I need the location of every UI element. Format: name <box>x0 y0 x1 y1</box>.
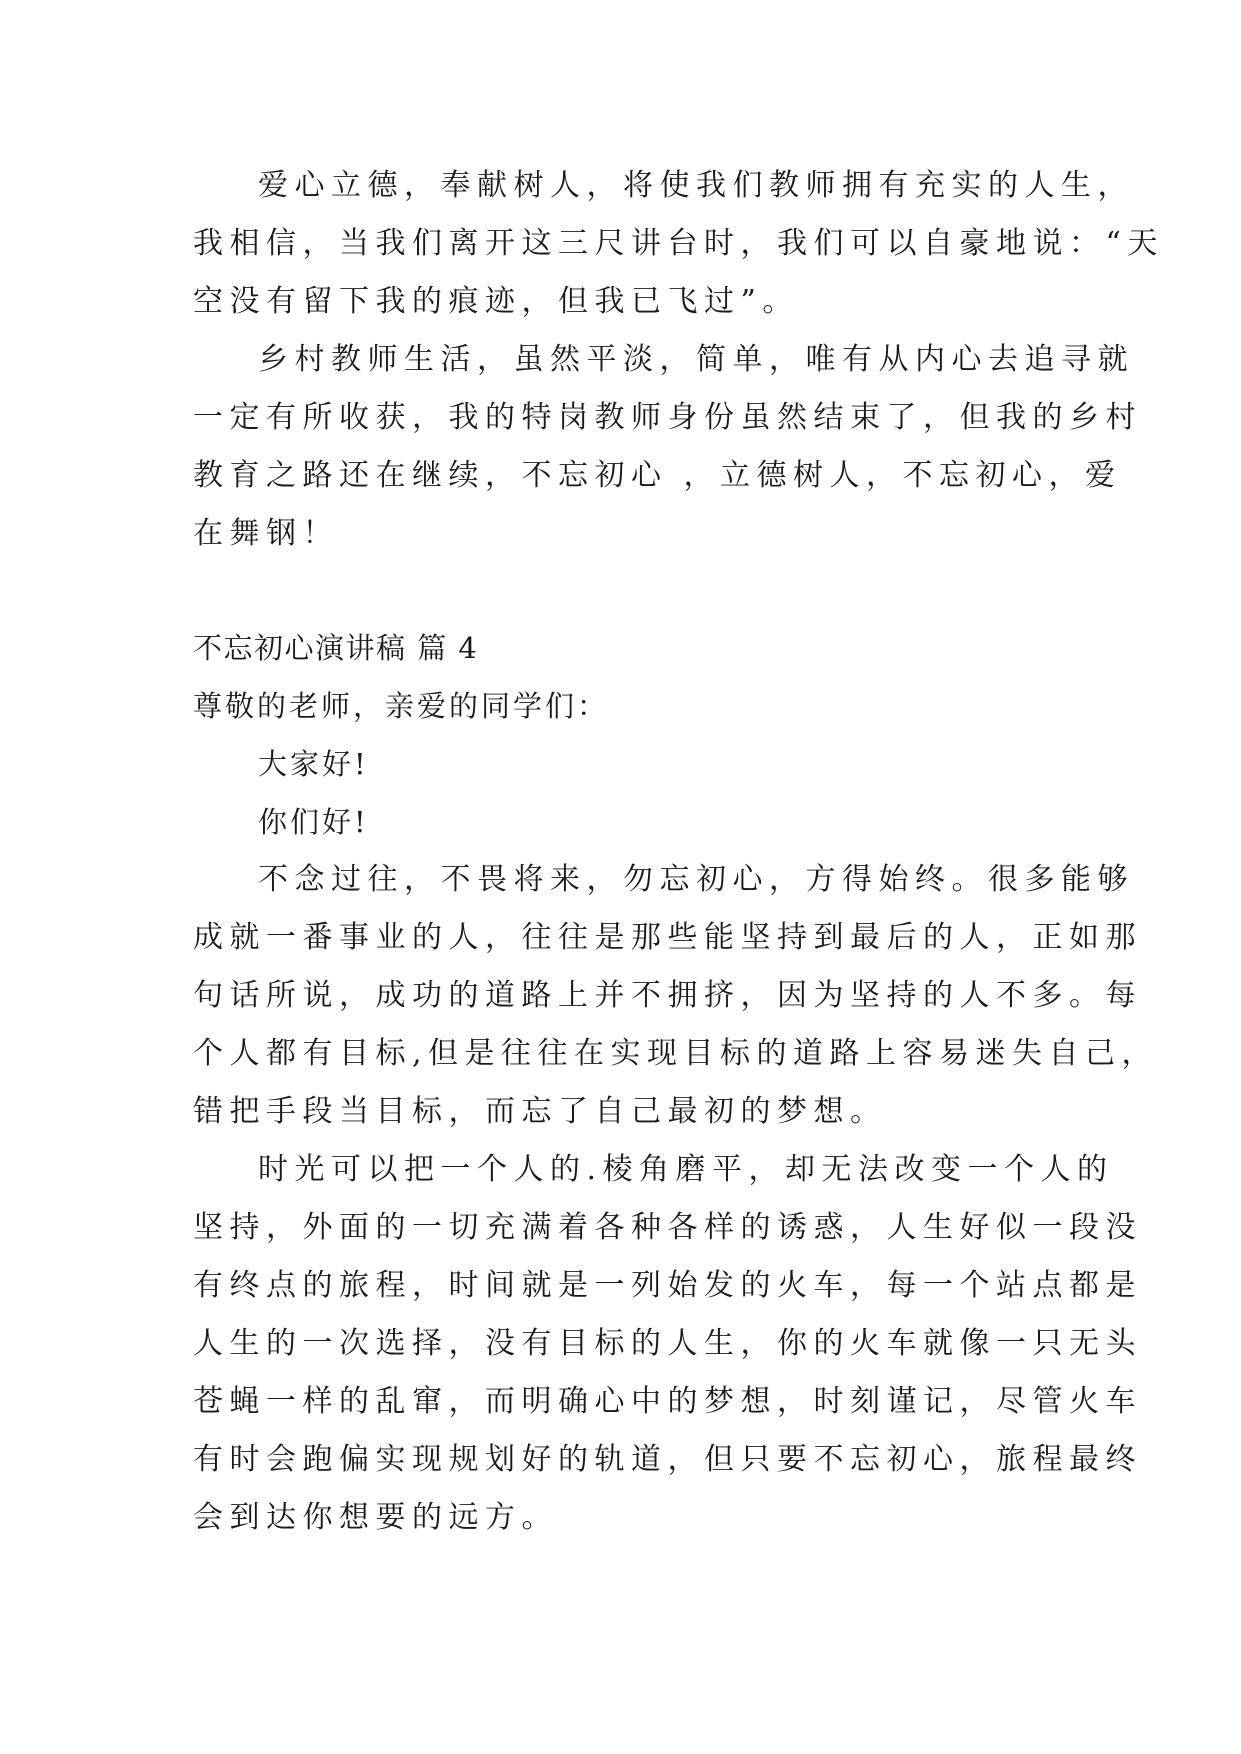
paragraph-line: 教育之路还在继续，不忘初心 ，立德树人，不忘初心，爱 <box>193 458 1122 493</box>
section-title: 不忘初心演讲稿 篇 4 <box>193 631 479 665</box>
paragraph-line: 时光可以把一个人的.棱角磨平，却无法改变一个人的 <box>258 1152 1114 1187</box>
paragraph-line: 成就一番事业的人，往往是那些能坚持到最后的人，正如那 <box>193 920 1142 955</box>
paragraph-line: 会到达你想要的远方。 <box>193 1500 558 1535</box>
paragraph-line: 在舞钢！ <box>193 516 339 551</box>
paragraph-line: 坚持，外面的一切充满着各种各样的诱惑，人生好似一段没 <box>193 1210 1142 1245</box>
paragraph-line: 有终点的旅程，时间就是一列始发的火车，每一个站点都是 <box>193 1268 1142 1303</box>
paragraph-line: 空没有留下我的痕迹，但我已飞过”。 <box>193 284 799 319</box>
paragraph-line: 苍蝇一样的乱窜，而明确心中的梦想，时刻谨记，尽管火车 <box>193 1384 1142 1419</box>
greeting-line: 你们好! <box>258 805 369 839</box>
paragraph-line: 一定有所收获，我的特岗教师身份虽然结束了，但我的乡村 <box>193 400 1142 435</box>
salutation: 尊敬的老师，亲爱的同学们： <box>193 689 610 723</box>
paragraph-line: 句话所说，成功的道路上并不拥挤，因为坚持的人不多。每 <box>193 978 1142 1013</box>
paragraph-line: 不念过往，不畏将来，勿忘初心，方得始终。很多能够 <box>258 862 1134 897</box>
paragraph-line: 乡村教师生活，虽然平淡，简单，唯有从内心去追寻就 <box>258 342 1134 377</box>
paragraph-line: 有时会跑偏实现规划好的轨道，但只要不忘初心，旅程最终 <box>193 1442 1142 1477</box>
paragraph-line: 爱心立德，奉献树人，将使我们教师拥有充实的人生， <box>258 168 1134 203</box>
paragraph-line: 错把手段当目标，而忘了自己最初的梦想。 <box>193 1094 887 1129</box>
paragraph-line: 我相信，当我们离开这三尺讲台时，我们可以自豪地说：“天 <box>193 226 1164 261</box>
paragraph-line: 个人都有目标,但是往往在实现目标的道路上容易迷失自己， <box>193 1036 1159 1071</box>
greeting-line: 大家好! <box>258 747 369 781</box>
paragraph-line: 人生的一次选择，没有目标的人生，你的火车就像一只无头 <box>193 1326 1142 1361</box>
